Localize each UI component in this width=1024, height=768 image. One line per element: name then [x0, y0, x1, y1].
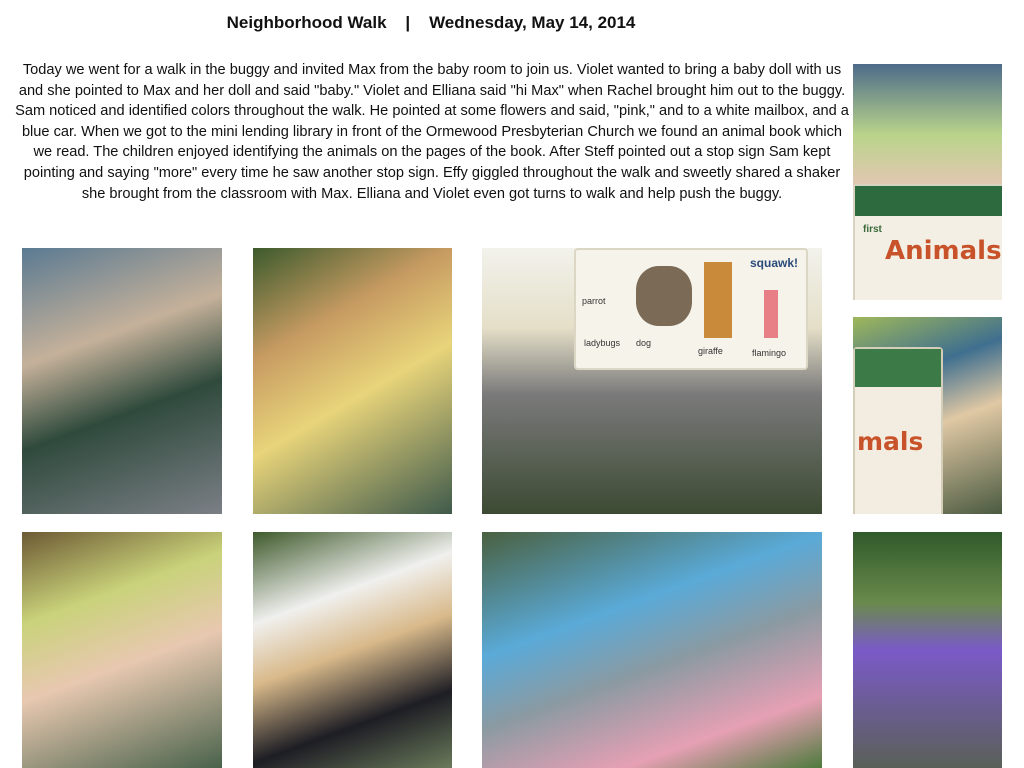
book-label-giraffe: giraffe: [698, 346, 723, 356]
page-title: Neighborhood Walk | Wednesday, May 14, 2014: [226, 13, 636, 32]
book-partial-title: mals: [857, 427, 924, 456]
book-label-squawk: squawk!: [749, 256, 798, 270]
photo-book-closeup: [853, 317, 1002, 514]
animal-book-side: [853, 347, 943, 514]
photo-child-near-purple-flowers: [853, 532, 1002, 768]
photo-child-with-bottle: [253, 248, 452, 514]
book-title-animals: Animals: [885, 236, 1002, 266]
book-word-first: first: [863, 224, 882, 235]
photo-child-green-hat-smiling: [22, 532, 222, 768]
animal-book-open-page: [574, 248, 808, 370]
book-label-ladybugs: ladybugs: [584, 338, 621, 348]
book-label-dog: dog: [636, 338, 652, 348]
story-paragraph: Today we went for a walk in the buggy and invited Max from the baby room to join us. Violet wanted to bring a baby doll with us and she pointed to Max and her doll and said "baby." Violet and Elliana said "hi Max" when Rachel brought him out to the buggy. Sam noticed and identified colors throughout the walk. He pointed at some flowers and said, "pink," and to a white mailbox, and a blue car. When we got to the mini lending library in front of the Ormewood Presbyterian Church we found an animal book which we read. The children enjoyed identifying the animals on the pages of the book. After Steff pointed out a stop sign Sam kept pointing and saying "more" every time he saw another stop sign. Effy giggled throughout the walk and sweetly shared a shaker she brought from the classroom with Max. Elliana and Violet even got turns to walk and help push the buggy.: [15, 62, 849, 202]
photo-buggy-with-book: [482, 248, 822, 514]
photo-child-reading-book: [853, 64, 1002, 300]
photo-child-pointing-at-flowers: [482, 532, 822, 768]
book-label-parrot: parrot: [582, 296, 606, 306]
photo-child-with-baby-doll: [253, 532, 452, 768]
photo-child-blue-hat: [22, 248, 222, 514]
book-label-flamingo: flamingo: [752, 348, 787, 358]
animal-book: [853, 184, 1002, 300]
